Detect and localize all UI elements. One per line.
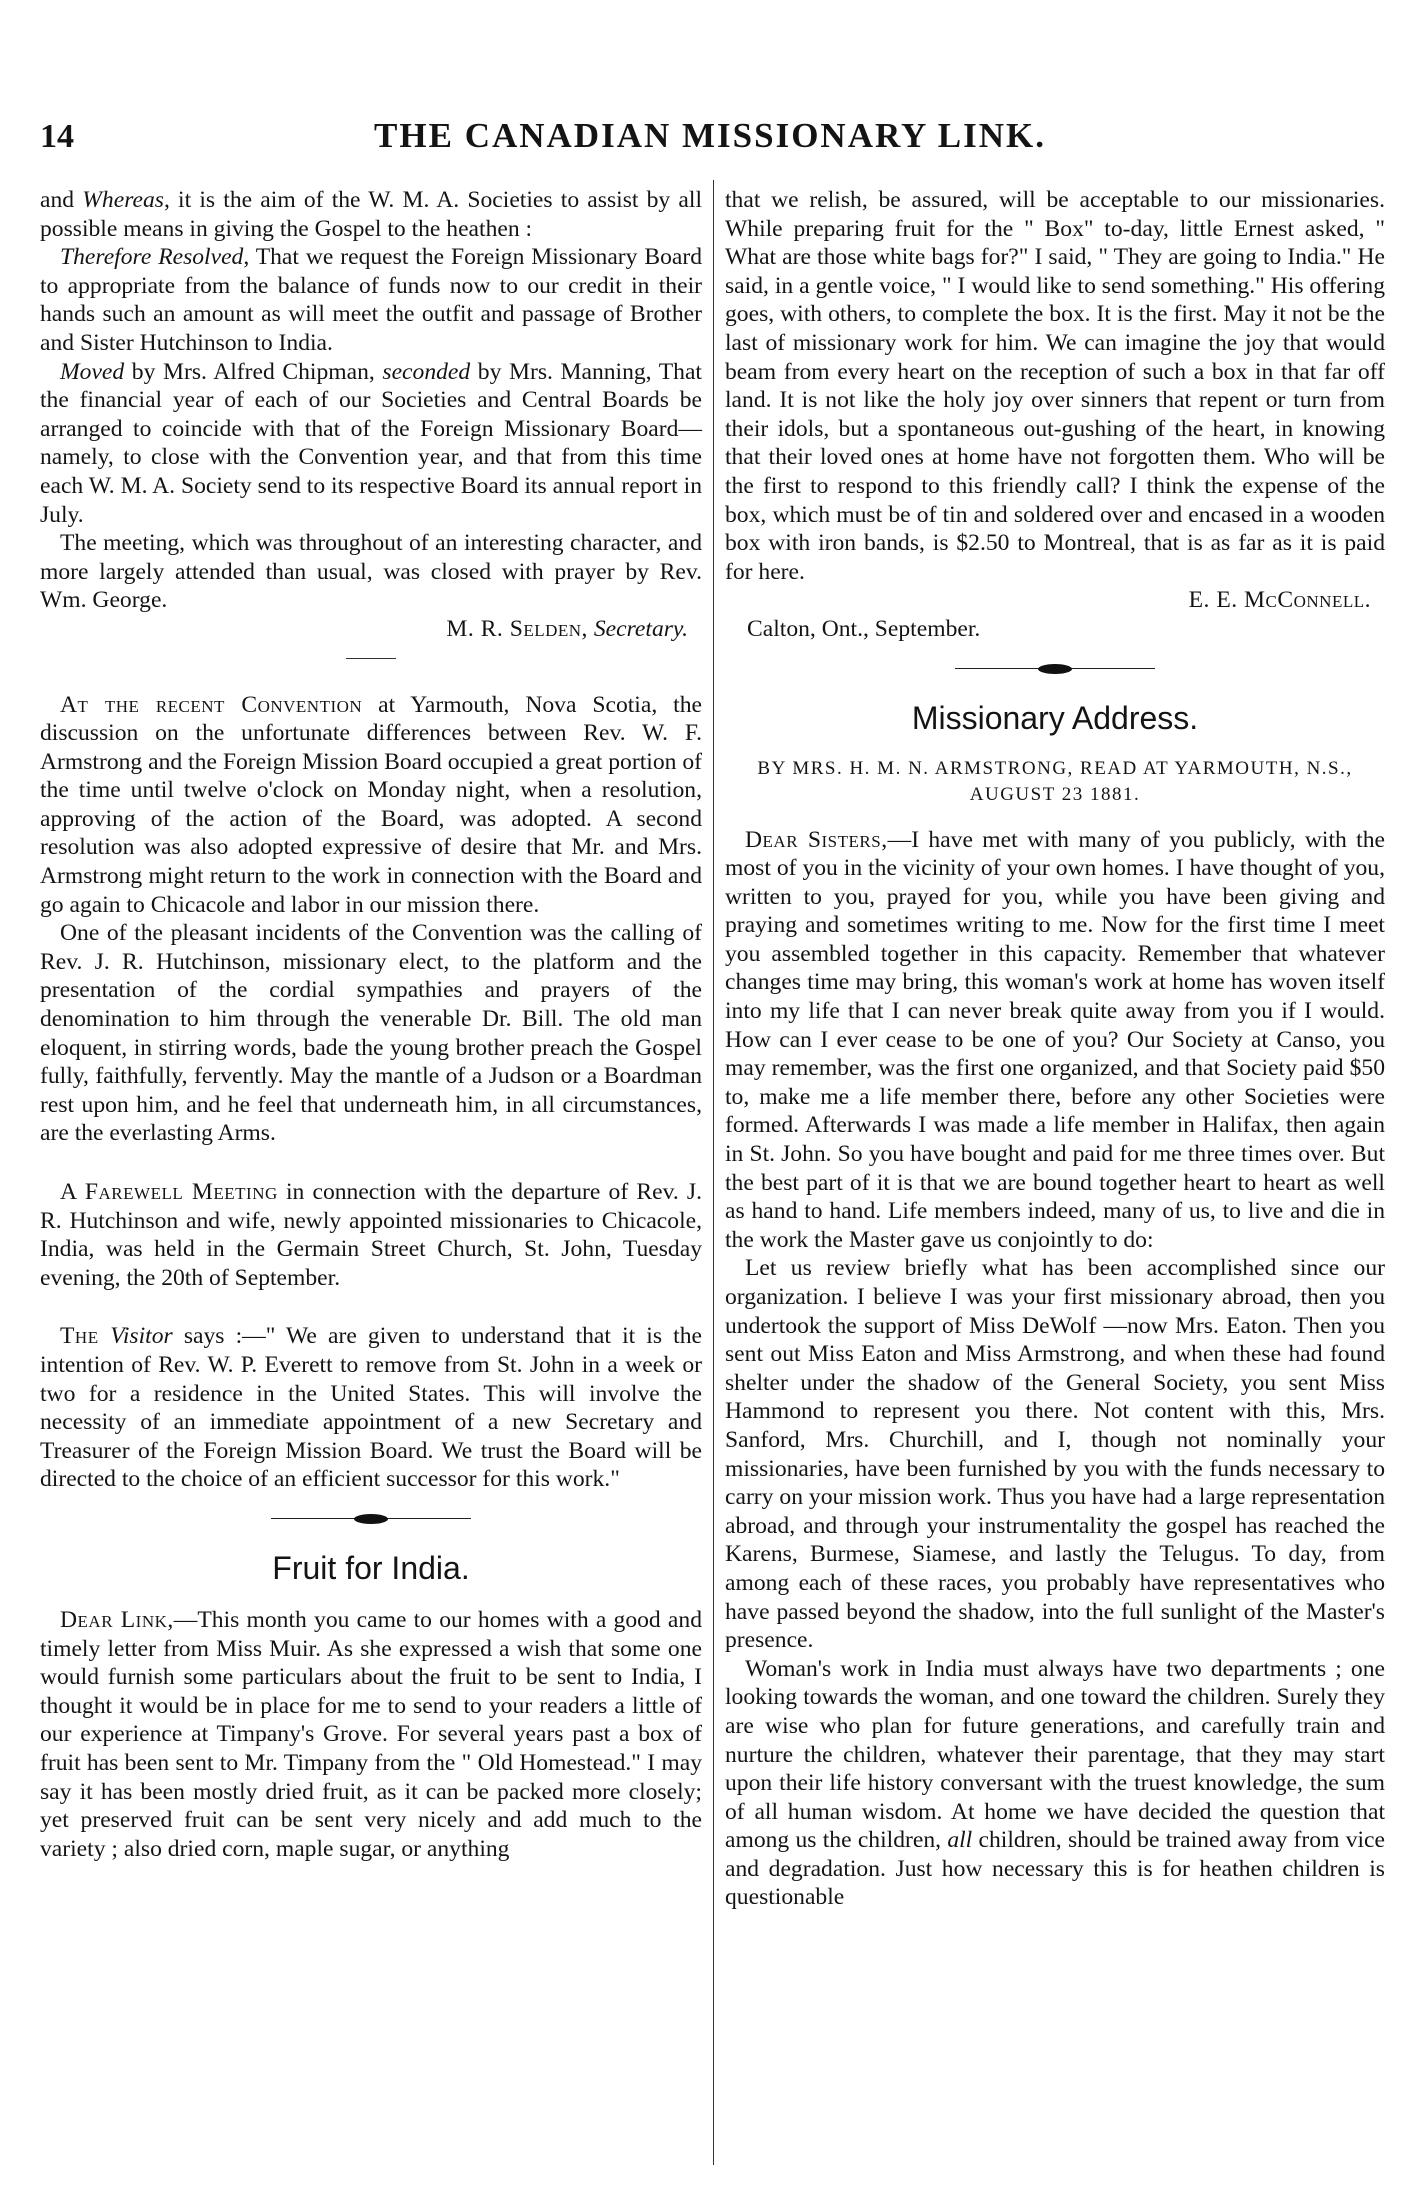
ornament-divider [271, 1512, 471, 1526]
farewell-paragraph: A Farewell Meeting in connection with the departure of Rev. J. R. Hutchinson and wife, newly appointed missionaries to Chicacole, India, was held in the Germain Street Church, St. John, Tuesday evening, the 20th of September. [40, 1179, 702, 1291]
visitor-paragraph: The Visitor says :—" We are given to understand that it is the intention of Rev. W. P. Everett to remove from St. John in a week or two for a residence in the United States. This will involve the necessity of an immediate appointment of a new Secretary and Treasurer of the Foreign Mission Board. We trust the Board will be directed to the choice of an efficient successor for this work." [40, 1323, 702, 1493]
fruit-letter-signature: E. E. McConnell. [1188, 587, 1371, 614]
column-divider [713, 180, 714, 2165]
resolution-therefore: Therefore Resolved, That we request the Foreign Missionary Board to appropriate from the balance of funds now to our credit in their hands such an amount as will meet the outfit and passage of Brother and Sister Hutchinson to India. [40, 244, 702, 356]
address-paragraph-1: Dear Sisters,—I have met with many of you publicly, with the most of you in the vicinity of your own homes. I have thought of you, written to you, prayed for you, while you have been giving and praying and sometimes writing to me. Now for the first time I meet you assembled together in this capacity. Remember that whatever changes time may bring, this woman's work at home has woven itself into my life that I can never break quite away from you if I would. How can I ever cease to be one of you? Our Society at Canso, you may remember, was the first one organized, and that Society paid $50 to, make me a life member there, before any other Societies were formed. Afterwards I was made a life member in Halifax, then again in St. John. So you have bought and paid for me three times over. But the best part of it is that we are bound together heart to heart as well as hand to hand. Life members indeed, many of us, to live and die in the work the Master gave us conjointly to do: [725, 826, 1385, 1253]
left-column [40, 186, 702, 1863]
meeting-closing: The meeting, which was throughout of an interesting character, and more largely attended than usual, was closed with prayer by Rev. Wm. George. [40, 530, 702, 614]
fruit-letter-continuation: that we relish, be assured, will be acceptable to our missionaries. While preparing fruit for the " Box" to-day, little Ernest asked, " What are those white bags for?" I said, " They are going to India." He said, in a gentle voice, " I would like to send something." His offering goes, with others, to complete the box. It is the first. May it not be the last of missionary work for him. We can imagine the joy that would beam from every heart on the reception of such a box in that far off land. It is not like the holy joy over sinners that repent or turn from their idols, but a spontaneous out-gushing of the heart, in knowing that their loved ones at home have not forgotten them. Who will be the first to respond to this friendly call? I think the expense of the box, which must be of tin and soldered over and encased in a wooden box with iron bands, is $2.50 to Montreal, that is as far as it is paid for here. [725, 187, 1385, 585]
page-header [40, 112, 1380, 160]
missionary-address-heading: Missionary Address. [911, 699, 1199, 736]
page-number: 14 [40, 118, 74, 155]
fruit-letter-paragraph: Dear Link,—This month you came to our homes with a good and timely letter from Miss Muir. As she expressed a wish that some one would furnish some particulars about the fruit to be sent to India, I thought it would be in place for me to send to your readers a little of our experience at Timpany's Grove. For several years past a box of fruit has been sent to Mr. Timpany from the " Old Homestead." I may say it has been mostly dried fruit, as it can be packed more closely; yet preserved fruit can be sent very nicely and add much to the variety ; also dried corn, maple sugar, or anything [40, 1606, 702, 1862]
convention-paragraph-2: One of the pleasant incidents of the Convention was the calling of Rev. J. R. Hutchinson, missionary elect, to the platform and the presentation of the cordial sympathies and prayers of the denomination to him through the venerable Dr. Bill. The old man eloquent, in stirring words, bade the young brother preach the Gospel fully, faithfully, fervently. May the mantle of a Judson or a Boardman rest upon him, and he feel that underneath him, in all circumstances, are the everlasting Arms. [40, 920, 702, 1147]
section-divider [346, 658, 396, 659]
right-column [725, 186, 1385, 1912]
fruit-for-india-heading: Fruit for India. [272, 1549, 470, 1586]
address-paragraph-3: Woman's work in India must always have two departments ; one looking towards the woman, and one toward the children. Surely they are wise who plan for future generations, and carefully train and nurture the children, whatever their parentage, that they may start upon their life history conversant with the truest knowledge, the sum of all human wisdom. At home we have decided the question that among us the children, all children, should be trained away from vice and degradation. Just how necessary this is for heathen children is questionable [725, 1655, 1385, 1911]
secretary-signature: M. R. Selden, Secretary. [446, 615, 688, 642]
missionary-address-byline: BY MRS. H. M. N. ARMSTRONG, READ AT YARMOUTH, N.S., AUGUST 23 1881. [757, 757, 1353, 805]
fruit-letter-place-date: Calton, Ont., September. [747, 615, 981, 642]
resolution-whereas: and Whereas, it is the aim of the W. M. A. Societies to assist by all possible means in giving the Gospel to the heathen : [40, 187, 702, 242]
address-paragraph-2: Let us review briefly what has been accomplished since our organization. I believe I was your first missionary abroad, then you undertook the support of Miss DeWolf —now Mrs. Eaton. Then you sent out Miss Eaton and Miss Armstrong, and when these had found shelter under the shadow of the General Society, you sent Miss Hammond to represent you there. Not content with this, Mrs. Sanford, Mrs. Churchill, and I, though not nominally your missionaries, have been furnished by you with the funds necessary to carry on your mission work. Thus you have had a large representation abroad, and through your instrumentality the gospel has reached the Karens, Burmese, Siamese, and lastly the Telugus. To day, from among each of these races, you probably have representatives who have passed beyond the shadow, into the full sunlight of the Master's presence. [725, 1255, 1385, 1654]
resolution-moved: Moved by Mrs. Alfred Chipman, seconded by Mrs. Manning, That the financial year of each of our Societies and Central Boards be arranged to coincide with that of the Foreign Missionary Board—namely, to close with the Convention year, and that from this time each W. M. A. Society send to its respective Board its annual report in July. [40, 358, 702, 528]
ornament-divider-2 [955, 662, 1155, 676]
convention-paragraph: At the recent Convention at Yarmouth, Nova Scotia, the discussion on the unfortunate differences between Rev. W. F. Armstrong and the Foreign Mission Board occupied a great portion of the time until twelve o'clock on Monday night, when a resolution, approving of the action of the Board, was adopted. A second resolution was also adopted expressive of desire that Mr. and Mrs. Armstrong might return to the work in connection with the Board and go again to Chicacole and labor in our mission there. [40, 691, 702, 918]
journal-title: THE CANADIAN MISSIONARY LINK. [374, 116, 1046, 155]
